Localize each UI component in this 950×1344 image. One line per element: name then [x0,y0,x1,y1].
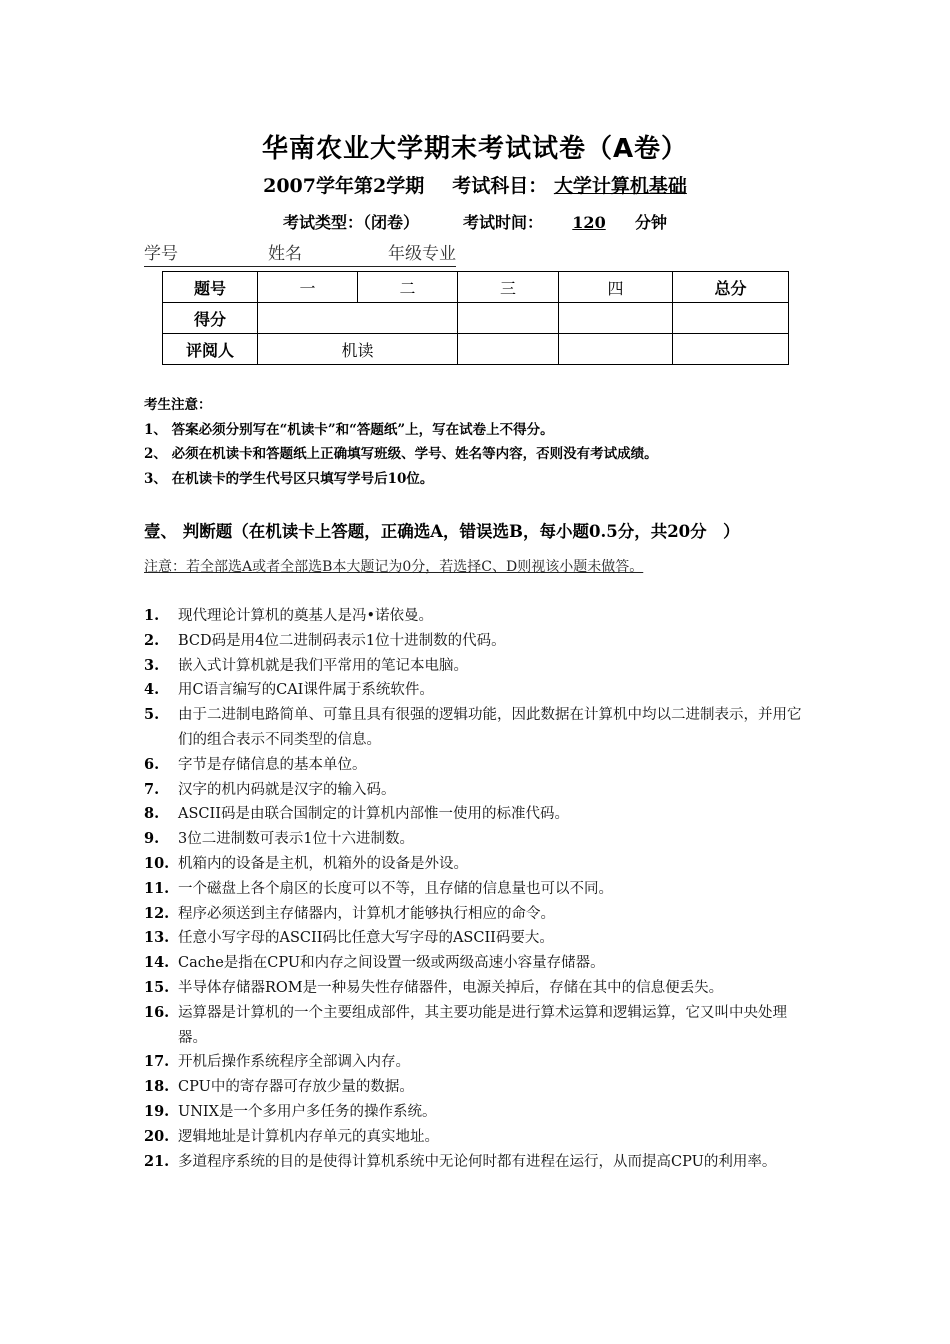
score-label: 得分 [163,303,258,334]
question-text: 半导体存储器ROM是一种易失性存储器件，电源关掉后，存储在其中的信息便丢失。 [178,979,724,996]
student-info-line [144,242,456,267]
question-number: 21. [144,1152,170,1170]
question-item [144,604,814,629]
question-number: 14. [144,954,170,972]
note-item: 1、 答案必须分别写在“机读卡”和“答题纸”上，写在试卷上不得分。 [144,421,554,438]
question-item [144,654,814,679]
question-item [144,1001,814,1051]
student-name-label: 姓名 [268,244,302,264]
exam-subtitle [0,172,950,200]
question-item [144,852,814,877]
score-cell-4 [559,303,673,334]
header-cell-1: 一 [258,272,358,303]
question-item [144,678,814,703]
reviewer-cell-total [673,334,789,365]
question-item [144,827,814,852]
question-item [144,703,814,753]
question-number: 19. [144,1102,170,1120]
student-id-label: 学号 [144,244,178,264]
question-number: 17. [144,1053,170,1071]
question-text: 一个磁盘上各个扇区的长度可以不等，且存储的信息量也可以不同。 [178,880,613,897]
time-value: 120 [572,213,606,232]
question-text: 现代理论计算机的奠基人是冯•诺依曼。 [178,608,434,624]
question-item [144,1100,814,1125]
question-item [144,1125,814,1150]
exam-term: 2007学年第2学期 [263,175,425,197]
score-row [163,303,789,334]
question-text: 嵌入式计算机就是我们平常用的笔记本电脑。 [178,657,468,674]
student-major-label: 年级专业 [388,244,456,264]
question-item [144,1050,814,1075]
question-text: 运算器是计算机的一个主要组成部件，其主要功能是进行算术运算和逻辑运算，它又叫中央处理器。 [178,1004,787,1046]
question-text: 开机后操作系统程序全部调入内存。 [178,1054,410,1071]
question-text: UNIX是一个多用户多任务的操作系统。 [178,1103,437,1120]
exam-notes [144,393,658,491]
notes-heading: 考生注意： [144,397,212,413]
reviewer-cell-4 [559,334,673,365]
score-table-header-row [163,272,789,303]
subject-label: 考试科目： [452,175,548,197]
reviewer-cell-3 [458,334,559,365]
header-cell-2: 二 [358,272,458,303]
time-unit: 分钟 [635,213,668,232]
question-number: 13. [144,929,170,947]
exam-title: 华南农业大学期末考试试卷（A卷） [261,134,689,164]
question-text: 逻辑地址是计算机内存单元的真实地址。 [178,1128,439,1145]
exam-type: 考试类型：（闭卷） [282,213,419,232]
question-text: 机箱内的设备是主机，机箱外的设备是外设。 [178,855,468,872]
question-item [144,778,814,803]
header-cell-total: 总分 [673,272,789,303]
question-item [144,629,814,654]
question-number: 15. [144,978,170,996]
question-number: 7. [144,780,160,798]
header-cell-4: 四 [559,272,673,303]
question-number: 8. [144,805,160,823]
question-number: 20. [144,1127,170,1145]
question-number: 6. [144,755,160,773]
reviewer-row [163,334,789,365]
question-number: 5. [144,706,160,724]
reviewer-label: 评阅人 [163,334,258,365]
question-number: 4. [144,681,160,699]
question-number: 2. [144,631,160,649]
question-number: 1. [144,607,160,624]
question-number: 16. [144,1003,170,1021]
score-table [162,271,789,365]
question-text: ASCII码是由联合国制定的计算机内部惟一使用的标准代码。 [178,806,569,823]
score-cell-1-2 [258,303,458,334]
section-caution: 注意：若全部选A或者全部选B本大题记为0分，若选择C、D则视该小题未做答。 [144,559,644,575]
question-number: 18. [144,1078,170,1096]
question-item [144,1075,814,1100]
question-text: 多道程序系统的目的是使得计算机系统中无论何时都有进程在运行，从而提高CPU的利用率。 [178,1153,777,1170]
question-text: 程序必须送到主存储器内，计算机才能够执行相应的命令。 [178,905,555,922]
note-item: 3、 在机读卡的学生代号区只填写学号后10位。 [144,470,434,487]
question-text: 任意小写字母的ASCII码比任意大写字母的ASCII码要大。 [178,930,554,947]
score-cell-3 [458,303,559,334]
question-list [144,604,814,1174]
question-number: 11. [144,879,170,897]
question-text: Cache是指在CPU和内存之间设置一级或两级高速小容量存储器。 [178,955,605,972]
question-item [144,1150,814,1175]
question-number: 12. [144,904,170,922]
subject-value: 大学计算机基础 [553,175,687,197]
reviewer-machine-cell: 机读 [258,334,458,365]
header-cell-3: 三 [458,272,559,303]
question-text: 3位二进制数可表示1位十六进制数。 [178,831,414,848]
question-item [144,902,814,927]
question-text: 由于二进制电路简单、可靠且具有很强的逻辑功能，因此数据在计算机中均以二进制表示，并用它们的组合表示不同类型的信息。 [178,707,802,748]
section-title: 壹、 判断题（在机读卡上答题，正确选A，错误选B，每小题0.5分，共20分 ） [144,522,740,541]
question-item [144,877,814,902]
time-label: 考试时间： [462,213,543,232]
question-item [144,802,814,827]
question-text: CPU中的寄存器可存放少量的数据。 [178,1079,414,1096]
question-number: 9. [144,830,160,848]
question-item [144,926,814,951]
question-item [144,976,814,1001]
note-item: 2、 必须在机读卡和答题纸上正确填写班级、学号、姓名等内容，否则没有考试成绩。 [144,446,658,462]
header-cell-question: 题号 [163,272,258,303]
question-text: 汉字的机内码就是汉字的输入码。 [178,781,396,798]
question-text: BCD码是用4位二进制码表示1位十进制数的代码。 [178,632,506,649]
question-text: 用C语言编写的CAI课件属于系统软件。 [178,682,434,699]
question-number: 10. [144,854,170,872]
score-cell-total [673,303,789,334]
question-item [144,753,814,778]
exam-meta [0,210,950,236]
question-text: 字节是存储信息的基本单位。 [178,756,367,773]
question-item [144,951,814,976]
question-number: 3. [144,656,160,674]
